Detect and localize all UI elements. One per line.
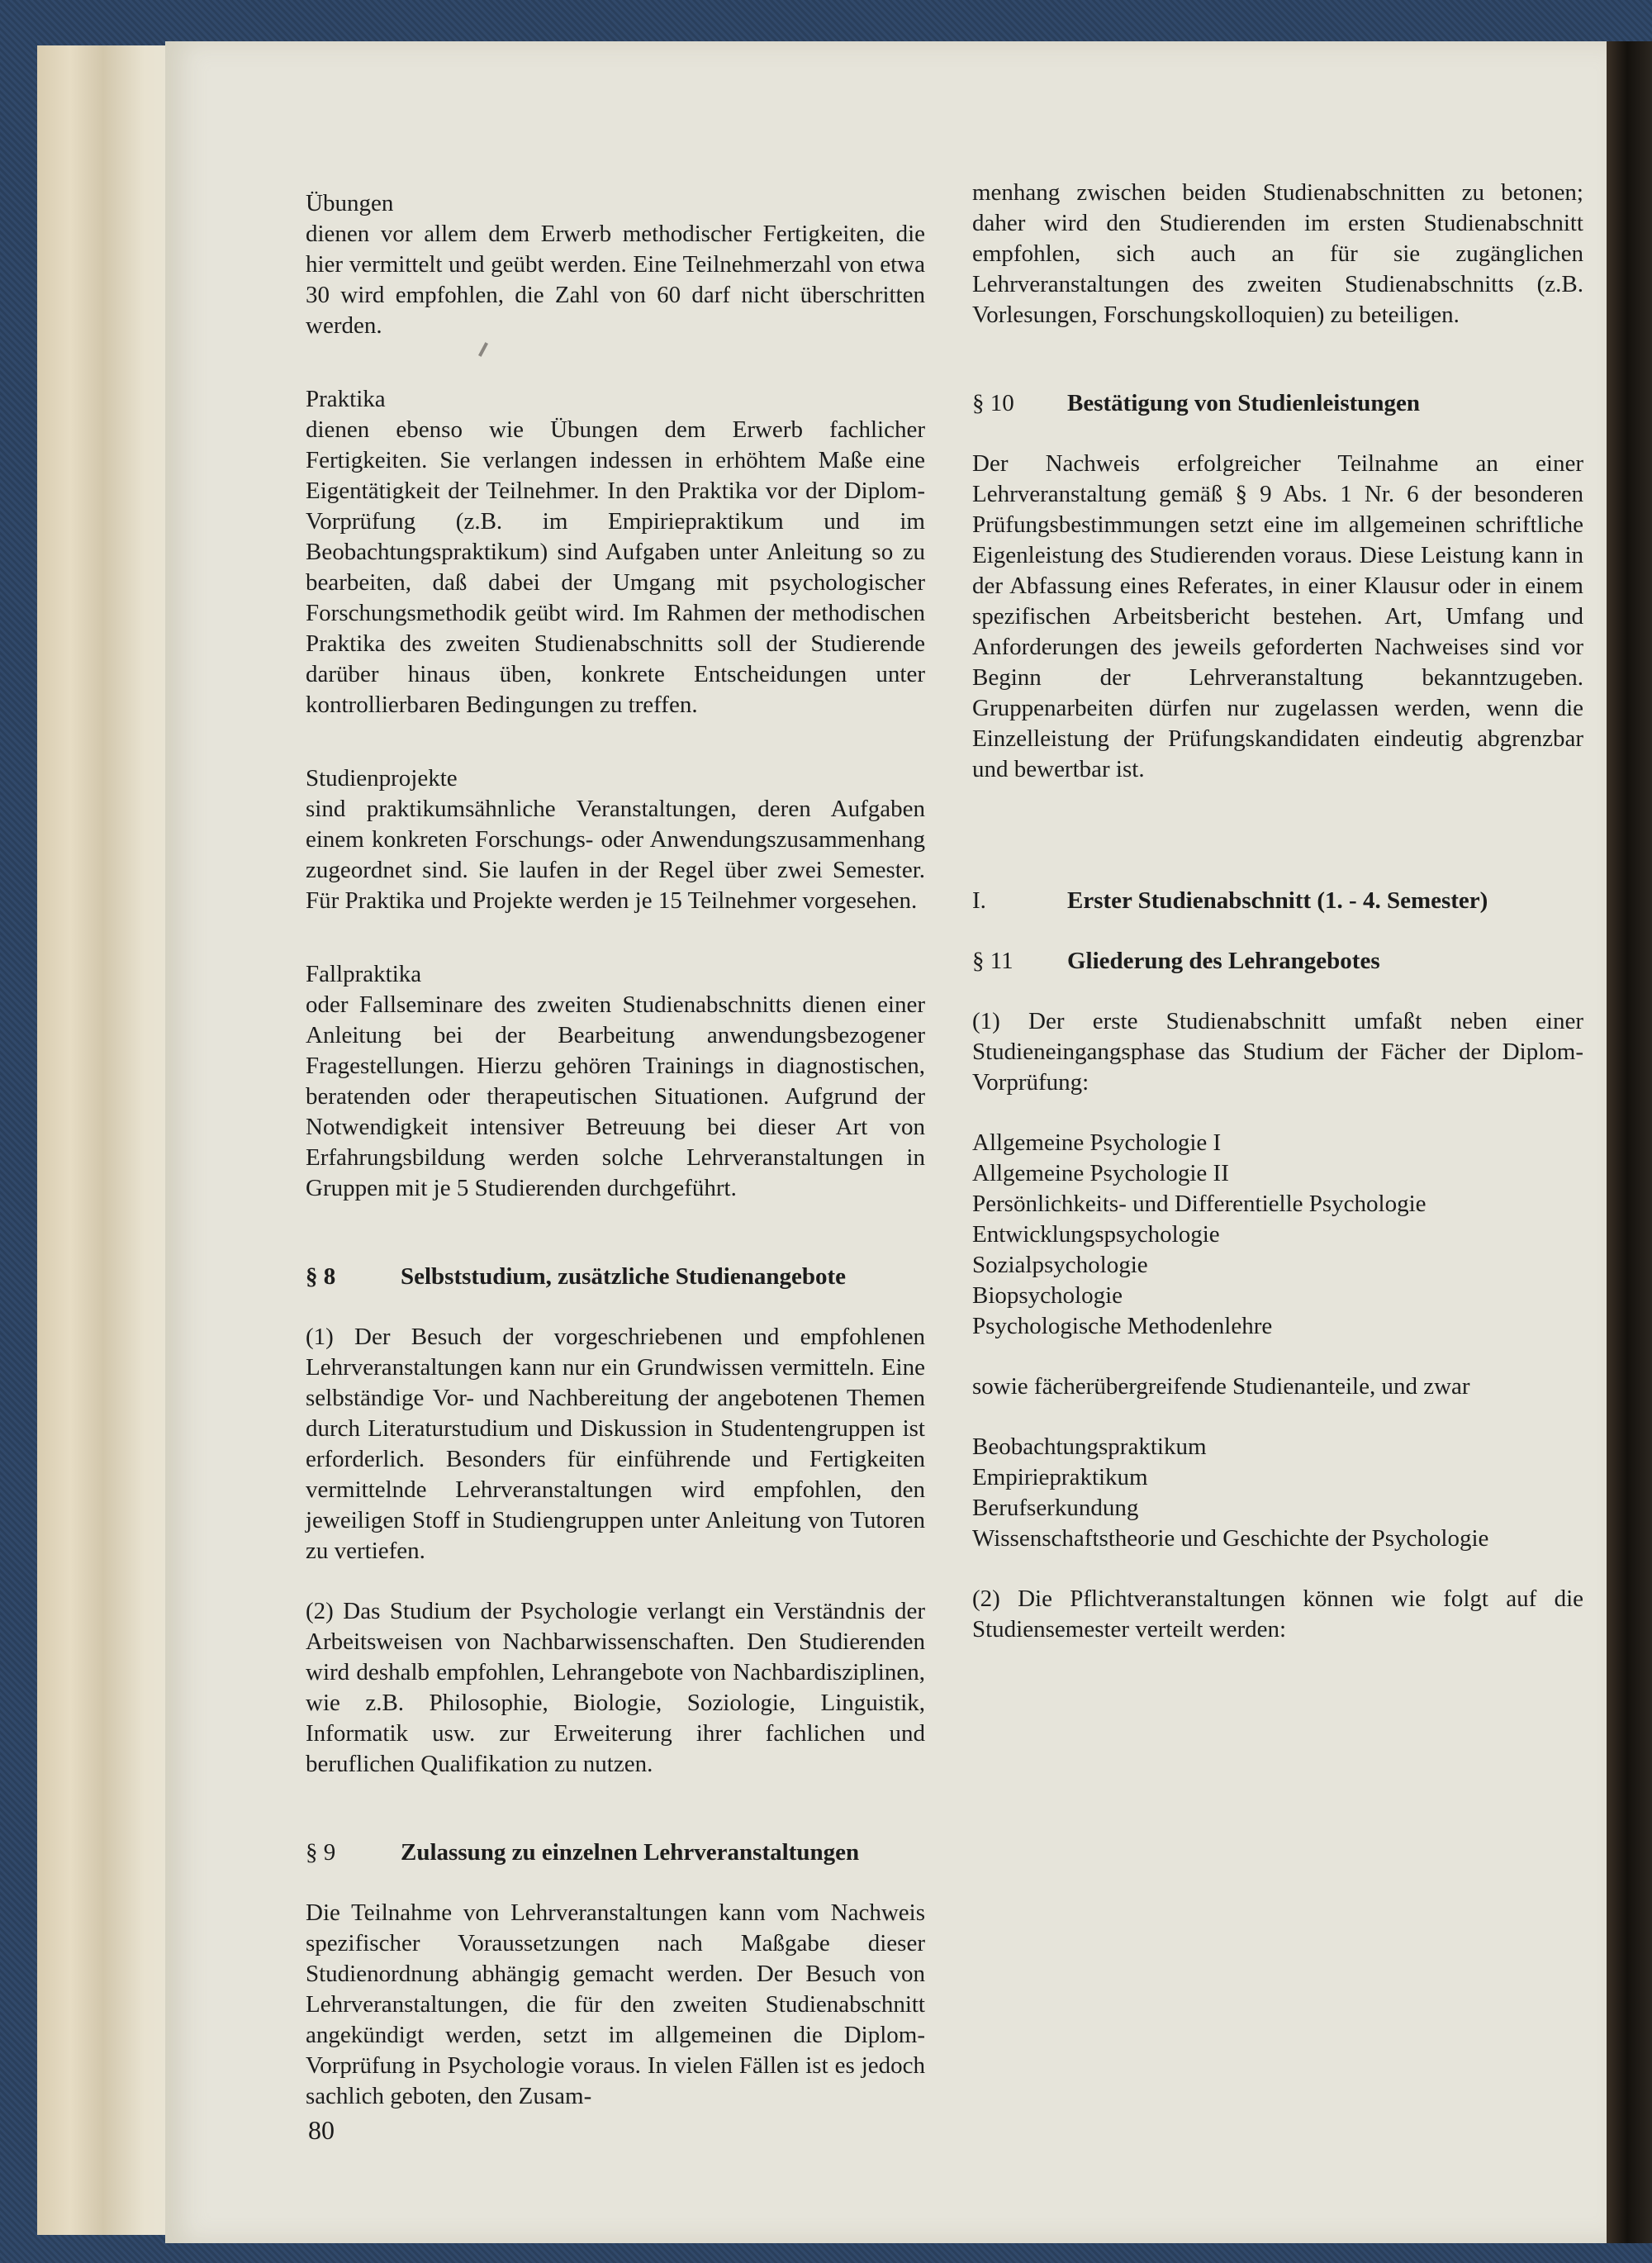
list-item: Sozialpsychologie [972,1252,1148,1278]
section-11-heading [972,946,1583,977]
page-number: 80 [308,2115,335,2145]
section-8-para-1: (1) Der Besuch der vorgeschriebenen und empfohlenen Lehrveranstaltungen kann nur ein Grundwissen vermitteln. Eine selbständige Vor- und Nachbereitung der angebotenen Themen durch Literaturstudium und Diskussion in Studentengruppen ist erforderlich. Besonders für einführende und Fertigkeiten vermittelnde Lehrveranstaltungen wird empfohlen, den jeweiligen Stoff in Studiengruppen unter Anleitung von Tutoren zu vertiefen. [306,1324,925,1564]
list-item: Biopsychologie [972,1282,1123,1309]
praktika-label: Praktika [306,386,386,412]
studienprojekte-text: sind praktikumsähnliche Veranstaltungen, deren Aufgaben einem konkreten Forschungs- oder Anwendungszusammenhang zugeordnet sind. Sie laufen in der Regel über zwei Semester. Für Praktika und Projekte werden je 15 Teilnehmer vorgesehen. [306,796,925,914]
list-item: Entwicklungspsychologie [972,1221,1220,1248]
subject-list [972,1128,1583,1342]
section-10-title: Bestätigung von Studienleistungen [1067,390,1421,416]
fallpraktika-label: Fallpraktika [306,961,422,987]
list-item: Allgemeine Psychologie II [972,1160,1229,1186]
section-9-title: Zulassung zu einzelnen Lehrveranstaltungen [401,1839,860,1866]
binding-shadow [1607,41,1652,2243]
section-11-title: Gliederung des Lehrangebotes [1067,948,1380,974]
list-item: Empiriepraktikum [972,1464,1148,1490]
section-8-heading [306,1262,925,1292]
praktika-text: dienen ebenso wie Übungen dem Erwerb fachlicher Fertigkeiten. Sie verlangen indessen in erhöhtem Maße eine Eigentätigkeit der Teilnehmer. In den Praktika vor der Diplom-Vorprüfung (z.B. im Empiriepraktikum und im Beobachtungspraktikum) sind Aufgaben unter Anleitung so zu bearbeiten, daß dabei der Umgang mit psychologischer Forschungsmethodik geübt wird. Im Rahmen der methodischen Praktika des zweiten Studienabschnitts soll der Studierende darüber hinaus üben, konkrete Entscheidungen unter kontrollierbaren Bedingungen zu treffen. [306,416,925,718]
left-column [306,188,925,2112]
section-11-number: § 11 [972,948,1014,974]
section-10-para-1: Der Nachweis erfolgreicher Teilnahme an einer Lehrveranstaltung gemäß § 9 Abs. 1 Nr. 6 der besonderen Prüfungsbestimmungen setzt eine im allgemeinen schriftliche Eigenleistung des Studierenden voraus. Diese Leistung kann in der Abfassung eines Referates, in einer Klausur oder in einem spezifischen Arbeitsbericht bestehen. Art, Umfang und Anforderungen des jeweils geforderten Nachweises sind vor Beginn der Lehrveranstaltung bekanntzugeben. Gruppenarbeiten dürfen nur zugelassen werden, wenn die Einzelleistung der Prüfungskandidaten eindeutig abgrenzbar und bewertbar ist. [972,450,1583,782]
list-item: Persönlichkeits- und Differentielle Psychologie [972,1191,1427,1217]
section-9-heading [306,1837,925,1868]
part-1-heading [972,886,1583,916]
continuation-text: menhang zwischen beiden Studienabschnitten zu betonen; daher wird den Studierenden im ersten Studienabschnitt empfohlen, sich auch an für sie zugänglichen Lehrveranstaltungen des zweiten Studienabschnitts (z.B. Vorlesungen, Forschungskolloquien) zu beteiligen. [972,179,1583,328]
list-item: Allgemeine Psychologie I [972,1129,1222,1156]
section-8-para-2: (2) Das Studium der Psychologie verlangt ein Verständnis der Arbeitsweisen von Nachbarwissenschaften. Den Studierenden wird deshalb empfohlen, Lehrangebote von Nachbardisziplinen, wie z.B. Philosophie, Biologie, Soziologie, Linguistik, Informatik usw. zur Erweiterung ihrer fachlichen und beruflichen Qualifikation zu nutzen. [306,1598,925,1777]
section-10-number: § 10 [972,390,1014,416]
section-11-para-1: (1) Der erste Studienabschnitt umfaßt neben einer Studieneingangsphase das Studium der Fächer der Diplom-Vorprüfung: [972,1008,1583,1096]
uebungen-label: Übungen [306,190,394,216]
part-1-title: Erster Studienabschnitt (1. - 4. Semester) [1067,887,1488,914]
list-item: Berufserkundung [972,1495,1139,1521]
studienprojekte-label: Studienprojekte [306,765,458,792]
right-column [972,178,1583,1645]
cross-subjects-intro: sowie fächerübergreifende Studienanteile, und zwar [972,1373,1470,1400]
section-8-title: Selbststudium, zusätzliche Studienangebote [401,1263,846,1290]
section-9-number: § 9 [306,1839,336,1866]
uebungen-text: dienen vor allem dem Erwerb methodischer Fertigkeiten, die hier vermittelt und geübt werden. Eine Teilnehmerzahl von etwa 30 wird empfohlen, die Zahl von 60 darf nicht überschritten werden. [306,221,925,339]
part-1-number: I. [972,887,986,914]
list-item: Psychologische Methodenlehre [972,1313,1273,1339]
cross-subject-list [972,1432,1583,1554]
list-item: Wissenschaftstheorie und Geschichte der Psychologie [972,1525,1489,1552]
section-8-number: § 8 [306,1263,336,1290]
section-11-para-2: (2) Die Pflichtveranstaltungen können wie folgt auf die Studiensemester verteilt werden: [972,1586,1583,1643]
list-item: Beobachtungspraktikum [972,1433,1207,1460]
section-9-para-1: Die Teilnahme von Lehrveranstaltungen kann vom Nachweis spezifischer Voraussetzungen nach Maßgabe dieser Studienordnung abhängig gemacht werden. Der Besuch von Lehrveranstaltungen, die für den zweiten Studienabschnitt angekündigt werden, setzt im allgemeinen die Diplom-Vorprüfung in Psychologie voraus. In vielen Fällen ist es jedoch sachlich geboten, den Zusam- [306,1899,925,2109]
fallpraktika-text: oder Fallseminare des zweiten Studienabschnitts dienen einer Anleitung bei der Bearbeitung anwendungsbezogener Fragestellungen. Hierzu gehören Trainings in diagnostischen, beratenden oder therapeutischen Situationen. Aufgrund der Notwendigkeit intensiver Betreuung bei dieser Art von Erfahrungsbildung werden solche Lehrveranstaltungen in Gruppen mit je 5 Studierenden durchgeführt. [306,991,925,1201]
section-10-heading [972,388,1583,419]
